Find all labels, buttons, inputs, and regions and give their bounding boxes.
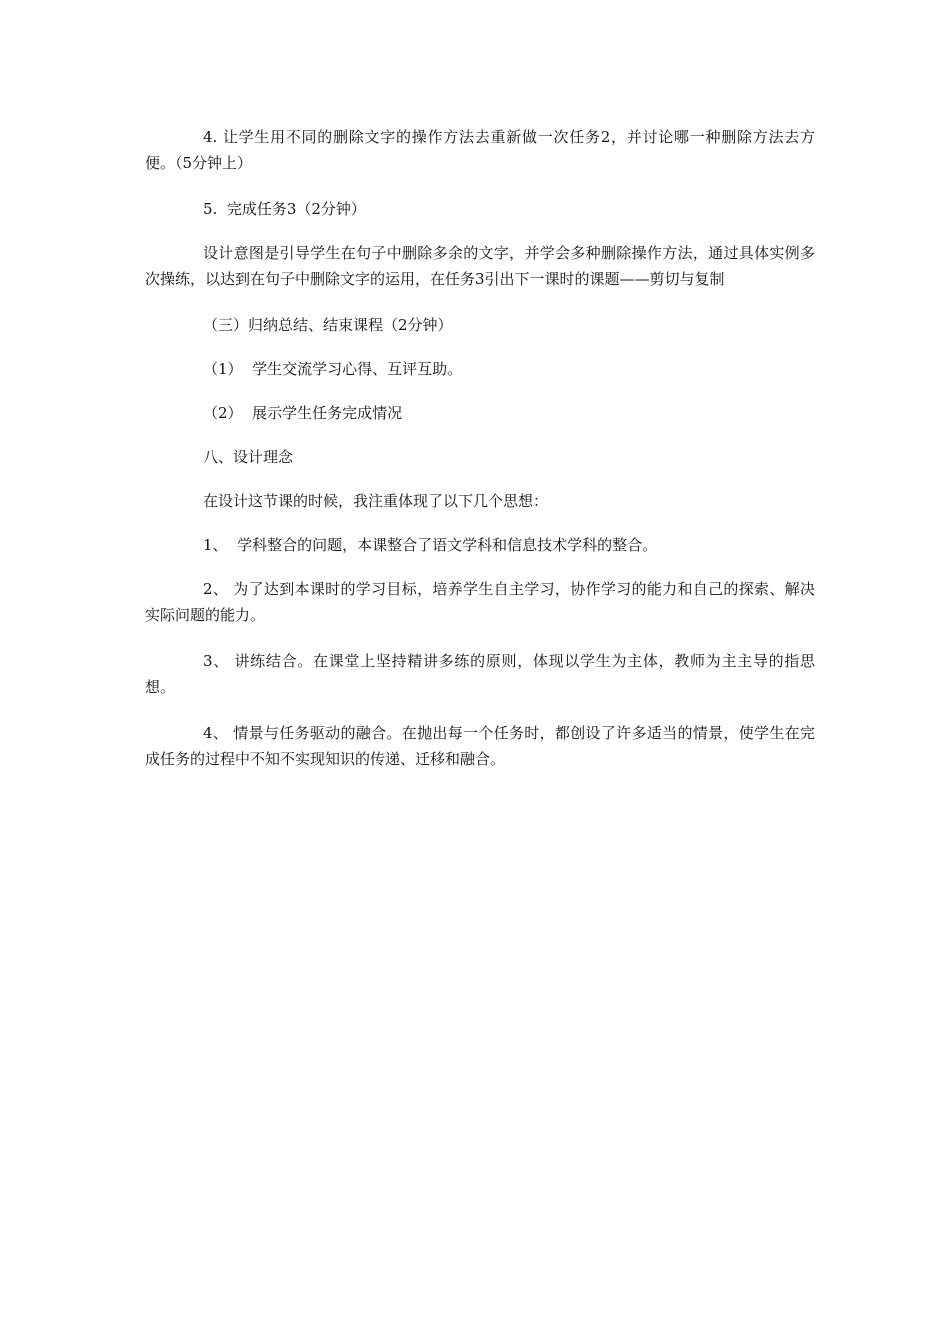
list-item-learning-goals: 2、 为了达到本课时的学习目标，培养学生自主学习，协作学习的能力和自己的探索、解决实际问题的能力。 [145, 580, 815, 624]
list-item-subject-integration: 1、 学科整合的问题，本课整合了语文学科和信息技术学科的整合。 [203, 536, 658, 554]
list-item-practice: 3、 讲练结合。在课堂上坚持精讲多练的原则，体现以学生为主体，教师为主主导的指思想。 [145, 652, 815, 696]
paragraph-task3: 5. 完成任务3（2分钟） [203, 200, 366, 218]
list-item-showcase: （2） 展示学生任务完成情况 [203, 404, 403, 422]
document-body [145, 124, 815, 792]
paragraph-concept-intro: 在设计这节课的时候，我注重体现了以下几个思想： [203, 492, 549, 510]
section-heading-summary: （三）归纳总结、结束课程（2分钟） [203, 316, 453, 334]
section-heading-design-concept: 八、设计理念 [203, 448, 294, 466]
paragraph-task2-redo: 4. 让学生用不同的删除文字的操作方法去重新做一次任务2，并讨论哪一种删除方法去方便。（5分钟上） [145, 128, 815, 172]
list-item-exchange: （1） 学生交流学习心得、互评互助。 [203, 360, 463, 378]
list-item-scenario-task: 4、 情景与任务驱动的融合。在抛出每一个任务时，都创设了许多适当的情景，使学生在完成任务的过程中不知不实现知识的传递、迁移和融合。 [145, 724, 815, 768]
paragraph-design-intent: 设计意图是引导学生在句子中删除多余的文字，并学会多种删除操作方法，通过具体实例多次操练，以达到在句子中删除文字的运用，在任务3引出下一课时的课题——剪切与复制 [145, 244, 815, 288]
